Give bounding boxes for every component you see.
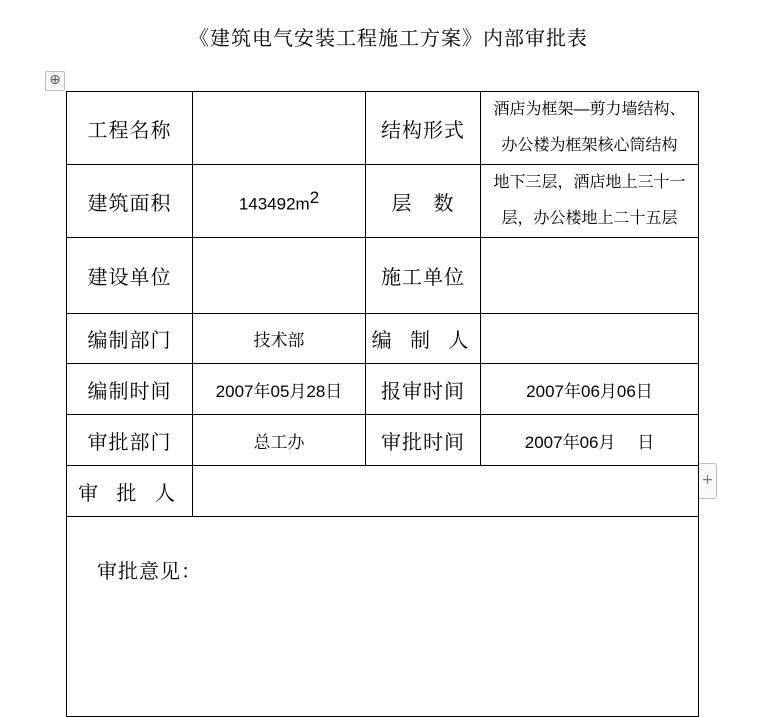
contractor-value-cell[interactable]: [481, 238, 699, 314]
opinion-label: 审批意见：: [97, 559, 202, 583]
structure-value-cell[interactable]: [481, 92, 699, 165]
project-name-label: 工程名称: [87, 117, 172, 142]
submit-time-value-cell[interactable]: [481, 364, 699, 415]
compile-time-value: 2007年05月28日: [215, 381, 343, 401]
contractor-label: 施工单位: [381, 265, 465, 289]
dept-label-cell: [67, 314, 193, 364]
floors-value-line2: 层，办公楼地上二十五层: [501, 210, 678, 227]
table-row: [67, 92, 699, 165]
floors-label: 层 数: [391, 190, 455, 215]
table-row: [67, 314, 699, 364]
area-unit-superscript: 2: [309, 187, 320, 207]
table-row: [67, 415, 699, 466]
table-move-handle-icon[interactable]: ⊕: [45, 71, 65, 91]
approver-value-cell[interactable]: [193, 466, 699, 517]
table-row: [67, 517, 699, 717]
approval-form-table: [66, 91, 699, 717]
page-title: 《建筑电气安装工程施工方案》内部审批表: [189, 26, 588, 50]
approve-dept-value-cell[interactable]: [193, 415, 366, 466]
opinion-cell[interactable]: [67, 517, 699, 717]
approve-dept-label: 审批部门: [87, 429, 172, 454]
area-label-cell: [67, 165, 193, 238]
compile-time-value-cell[interactable]: [193, 364, 366, 415]
contractor-label-cell: [366, 238, 481, 314]
builder-label-cell: [67, 238, 193, 314]
submit-time-label-cell: [366, 364, 481, 415]
author-label: 编 制 人: [371, 328, 475, 352]
dept-value-cell[interactable]: [193, 314, 366, 364]
structure-label: 结构形式: [381, 117, 465, 142]
approver-label: 审 批 人: [78, 480, 181, 505]
dept-label: 编制部门: [87, 328, 172, 352]
compile-time-label-cell: [67, 364, 193, 415]
table-row: [67, 165, 699, 238]
project-name-value-cell[interactable]: [193, 92, 366, 165]
approve-dept-label-cell: [67, 415, 193, 466]
floors-label-cell: [366, 165, 481, 238]
submit-time-value: 2007年06月06日: [526, 381, 653, 401]
add-row-icon[interactable]: +: [698, 463, 717, 499]
approve-time-label: 审批时间: [381, 429, 465, 454]
compile-time-label: 编制时间: [87, 378, 172, 403]
author-label-cell: [366, 314, 481, 364]
author-value-cell[interactable]: [481, 314, 699, 364]
floors-value-line1: 地下三层，酒店地上三十一: [493, 174, 686, 191]
approver-label-cell: [67, 466, 193, 517]
approve-time-value-cell[interactable]: [481, 415, 699, 466]
area-value: 143492m: [238, 194, 310, 214]
table-row: [67, 364, 699, 415]
table-row: [67, 238, 699, 314]
floors-value-cell[interactable]: [481, 165, 699, 238]
area-label: 建筑面积: [87, 190, 172, 215]
project-name-label-cell: [67, 92, 193, 165]
dept-value: 技术部: [253, 331, 305, 350]
builder-value-cell[interactable]: [193, 238, 366, 314]
submit-time-label: 报审时间: [381, 378, 465, 403]
approve-time-value: 2007年06月 日: [524, 432, 655, 452]
builder-label: 建设单位: [87, 265, 172, 289]
area-value-cell[interactable]: [193, 165, 366, 238]
approve-dept-value: 总工办: [253, 432, 305, 452]
table-row: [67, 466, 699, 517]
approve-time-label-cell: [366, 415, 481, 466]
structure-value-line1: 酒店为框架—剪力墙结构、: [493, 101, 686, 118]
structure-label-cell: [366, 92, 481, 165]
structure-value-line2: 办公楼为框架核心筒结构: [501, 137, 678, 154]
